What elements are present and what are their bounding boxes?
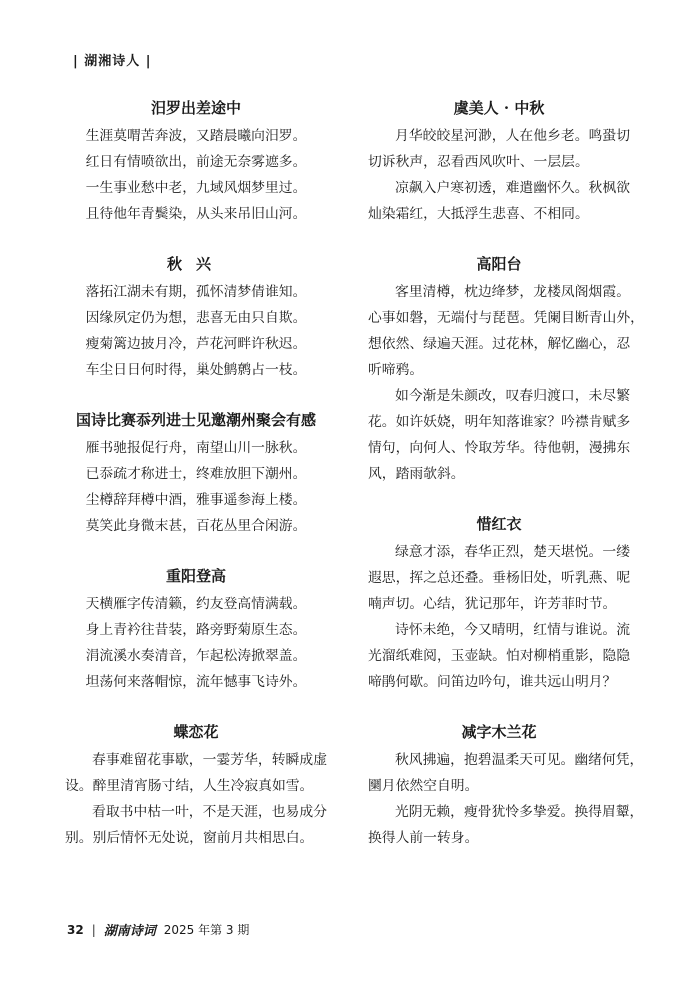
- poem: [368, 513, 630, 695]
- poem: [368, 253, 644, 487]
- poem-line: 遐思，挥之总还叠。垂杨旧处，听乳燕、呢: [368, 570, 631, 586]
- magazine-name: 湖南诗词: [103, 924, 156, 939]
- poem-line: 风，踏雨欹斜。: [368, 466, 465, 482]
- section-header: | 湖湘诗人 |: [73, 54, 152, 69]
- poem-line: 天横雁字传清籁，约友登高情满载。: [85, 596, 307, 612]
- poem-line: 花。如许妖娆，明年知落谁家？吟襟肯赋多: [368, 414, 631, 430]
- poem-line: 光阴无赖，瘦骨犹怜多挚爱。换得眉颦，: [395, 804, 644, 820]
- poem-line: 红日有情喷欲出，前途无奈雾遮多。: [85, 154, 307, 170]
- poem-line: 心事如磐，无端付与琵琶。凭阑目断青山外，: [368, 310, 644, 326]
- poem-line: 涓流溪水奏清音，乍起松涛掀翠盖。: [85, 648, 307, 664]
- poem-line: 听啼鸦。: [368, 362, 424, 378]
- poem-line: 秋风拂遍，抱碧温柔天可见。幽绪何凭，: [395, 752, 644, 768]
- poem-line: 喃声切。心结，犹记那年，许芳菲时节。: [368, 596, 617, 612]
- poem-title: 高阳台: [476, 255, 522, 273]
- poem-title: 惜红衣: [476, 515, 522, 533]
- poem-line: 且待他年青鬓染，从头来吊旧山河。: [85, 206, 307, 222]
- poem-title: 虞美人 · 中秋: [453, 99, 545, 117]
- poem-line: 客里清樽，枕边绛梦，龙楼凤阁烟霞。: [395, 284, 630, 300]
- poem-line: 换得人前一转身。: [368, 830, 479, 846]
- right-column: [368, 93, 644, 877]
- poem: [65, 721, 327, 851]
- footer-separator: |: [91, 922, 96, 937]
- poem: [368, 97, 630, 227]
- poem: [368, 721, 644, 851]
- poem-title: 国诗比赛忝列进士见邀潮州聚会有感: [75, 411, 316, 429]
- poem-line: 已忝疏才称进士，终难放胆下潮州。: [85, 466, 307, 482]
- poem-line: 情句，向何人、怜取芳华。待他朝，漫拂东: [368, 440, 631, 456]
- poem-line: 身上青衿往昔装，路旁野菊原生态。: [85, 622, 307, 638]
- issue-label: 2025 年第 3 期: [163, 923, 250, 937]
- left-column: [65, 93, 327, 877]
- poem: [65, 97, 327, 227]
- poem-line: 车尘日日何时得，巢处鹪鹩占一枝。: [85, 362, 307, 378]
- page-number: 32: [67, 922, 84, 937]
- poem-title: 秋兴: [166, 255, 225, 273]
- poem-line: 切诉秋声，忍看西风吹叶、一层层。: [368, 154, 589, 170]
- poem-title: 汨罗出差途中: [150, 99, 241, 117]
- poem-line: 凉飙入户寒初透，难遣幽怀久。秋枫欲: [395, 180, 630, 196]
- poem: [65, 565, 327, 695]
- poem-line: 瘦菊篱边披月冷，芦花河畔许秋迟。: [85, 336, 307, 352]
- poem-line: 绿意才添，春华正烈，楚天堪悦。一缕: [395, 544, 630, 560]
- poem-line: 圞月依然空自明。: [368, 778, 479, 794]
- poem-line: 雁书驰报促行舟，南望山川一脉秋。: [85, 440, 307, 456]
- poem-line: 莫笑此身微末甚，百花丛里合闲游。: [85, 518, 307, 534]
- poem-title: 减字木兰花: [461, 723, 537, 741]
- poem-line: 啼鹃何歇。问笛边吟句，谁共远山明月？: [368, 674, 617, 690]
- page-footer: [67, 920, 249, 939]
- poem-line: 看取书中枯一叶，不是天涯，也易成分: [92, 804, 327, 820]
- poem-line: 想依然、绿遍天涯。过花林，解忆幽心，忍: [368, 336, 631, 352]
- poem-line: 落拓江湖未有期，孤怀清梦倩谁知。: [85, 284, 307, 300]
- poem-line: 别。别后情怀无处说，窗前月共相思白。: [65, 830, 314, 846]
- poem-line: 如今渐是朱颜改，叹春归渡口，未尽繁: [395, 388, 630, 404]
- poem: [65, 253, 327, 383]
- poem-title: 蝶恋花: [173, 723, 219, 741]
- poem-line: 坦荡何来落帽惊，流年憾事飞诗外。: [85, 674, 307, 690]
- poem-line: 生涯莫喟苦奔波，又踏晨曦向汨罗。: [85, 128, 307, 144]
- poem-line: 春事难留花事歇，一霎芳华，转瞬成虚: [92, 752, 327, 768]
- poem: [65, 409, 327, 539]
- poem-line: 因缘夙定仍为想，悲喜无由只自欺。: [85, 310, 307, 326]
- poem-line: 灿染霜红，大抵浮生悲喜、不相同。: [368, 206, 589, 222]
- poem-line: 设。醉里清宵肠寸结，人生冷寂真如雪。: [65, 778, 314, 794]
- poem-line: 光溜纸难阅，玉壶缺。怕对柳梢重影，隐隐: [368, 648, 631, 664]
- poem-line: 一生事业愁中老，九域风烟梦里过。: [85, 180, 307, 196]
- poem-line: 尘樽辞拜樽中酒，雅事遥参海上楼。: [85, 492, 307, 508]
- poem-title: 重阳登高: [165, 567, 226, 585]
- poem-line: 诗怀未绝，今又晴明，红情与谁说。流: [395, 622, 630, 638]
- poem-line: 月华皎皎星河渺，人在他乡老。鸣蛩切: [395, 128, 630, 144]
